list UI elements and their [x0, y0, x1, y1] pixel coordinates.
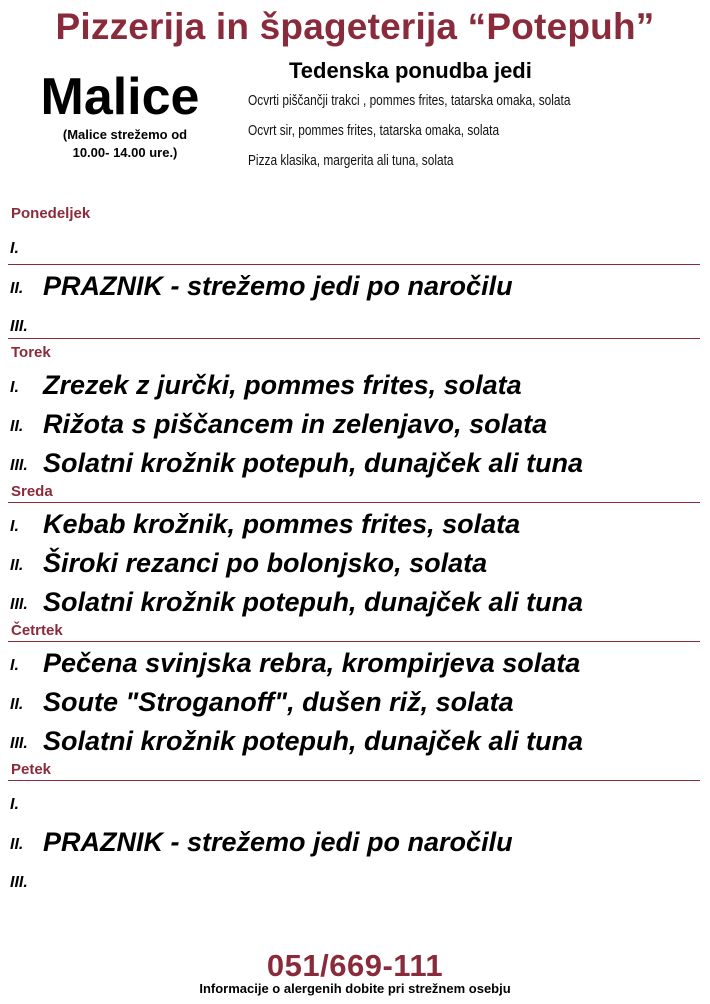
allergen-note: Informacije o alergenih dobite pri strežnem osebju [199, 981, 511, 996]
menu-item [10, 263, 700, 303]
menu-item [10, 501, 700, 541]
item-dish: Solatni krožnik potepuh, dunajček ali tuna [43, 726, 584, 756]
item-number: I. [10, 240, 19, 257]
menu-item [10, 679, 700, 719]
menu-item [10, 362, 700, 402]
menu-item [10, 819, 700, 859]
day-section-ponedeljek [10, 205, 700, 335]
item-dish: Široki rezanci po bolonjsko, solata [43, 548, 488, 578]
item-number: II. [10, 418, 24, 435]
day-label: Torek [11, 344, 51, 361]
menu-item [10, 579, 700, 619]
menu-item [10, 440, 700, 480]
item-dish: Solatni krožnik potepuh, dunajček ali tuna [43, 587, 584, 617]
weekly-offer [248, 56, 703, 176]
day-label: Četrtek [11, 622, 63, 639]
weekly-offer-item: Ocvrt sir, pommes frites, tatarska omaka, solata [248, 123, 500, 139]
day-label: Petek [11, 761, 52, 778]
item-number: I. [10, 657, 19, 674]
menu-item [10, 779, 700, 819]
menu-item [10, 301, 700, 341]
item-number: I. [10, 379, 19, 396]
weekly-offer-item: Pizza klasika, margerita ali tuna, solata [248, 153, 454, 169]
item-dish: Zrezek z jurčki, pommes frites, solata [43, 370, 522, 400]
item-number: II. [10, 280, 24, 297]
item-dish: Kebab krožnik, pommes frites, solata [43, 509, 521, 539]
item-dish: Solatni krožnik potepuh, dunajček ali tuna [43, 448, 584, 478]
malice-hours-note [20, 126, 220, 162]
menu-item [10, 718, 700, 758]
item-dish: Pečena svinjska rebra, krompirjeva solata [43, 648, 581, 678]
item-number: I. [10, 518, 19, 535]
weekly-offer-title: Tedenska ponudba jedi [289, 58, 532, 83]
menu-item [10, 640, 700, 680]
menu-item [10, 223, 700, 263]
day-section-sreda [10, 483, 700, 617]
item-number: II. [10, 836, 24, 853]
menu-item [10, 540, 700, 580]
item-number: III. [10, 874, 28, 891]
item-number: II. [10, 557, 24, 574]
menu-item [10, 401, 700, 441]
day-section-petek [10, 761, 700, 891]
item-number: III. [10, 596, 28, 613]
weekly-offer-item: Ocvrti piščančji trakci , pommes frites, tatarska omaka, solata [248, 93, 571, 109]
restaurant-title: Pizzerija in špageterija “Potepuh” [55, 6, 655, 47]
item-dish: PRAZNIK - strežemo jedi po naročilu [43, 271, 513, 301]
item-dish: PRAZNIK - strežemo jedi po naročilu [43, 827, 513, 857]
item-number: III. [10, 457, 28, 474]
day-section-cetrtek [10, 622, 700, 756]
day-label: Sreda [11, 483, 53, 500]
item-number: III. [10, 318, 28, 335]
item-dish: Soute "Stroganoff", dušen riž, solata [43, 687, 514, 717]
day-label: Ponedeljek [11, 205, 91, 222]
malice-block [20, 68, 220, 162]
item-dish: Rižota s piščancem in zelenjavo, solata [43, 409, 548, 439]
malice-note-line1: (Malice strežemo od [62, 127, 188, 142]
day-divider [8, 338, 700, 339]
day-section-torek [10, 344, 700, 478]
malice-heading: Malice [40, 68, 200, 126]
item-number: II. [10, 696, 24, 713]
item-number: I. [10, 796, 19, 813]
malice-note-line2: 10.00- 14.00 ure.) [72, 145, 178, 160]
item-number: III. [10, 735, 28, 752]
phone-number: 051/669-111 [266, 948, 444, 983]
menu-item [10, 857, 700, 897]
